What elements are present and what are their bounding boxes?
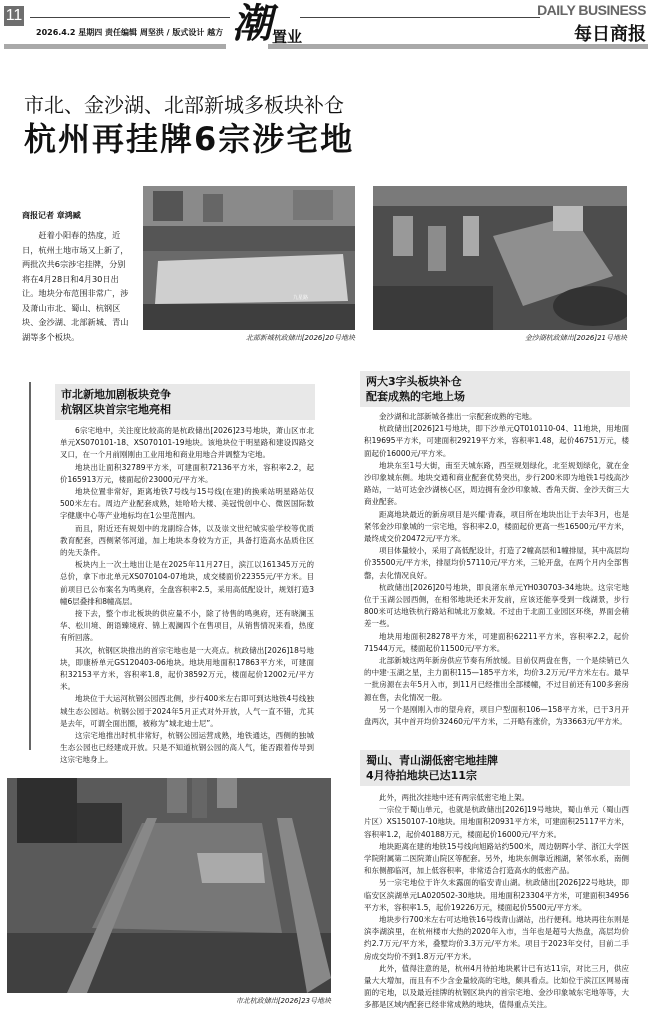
section2-heading-line2: 配套成熟的宅地上场 <box>366 390 465 403</box>
photo1-caption: 北部新城杭政储出[2026]20号地块 <box>245 334 355 342</box>
section2-heading <box>360 371 630 407</box>
paragraph: 另一个是刚刚入市的望舟府，项目户型面积106—158平方米，已于3月开盘两次，其中首开均价32460元/平方米，二开略有涨价，为33663元/平方米。 <box>364 704 629 727</box>
paragraph: 地块步行700米左右可达地铁16号线青山湖站，出行便利。地块再往东则是滨李湖滨里，在杭州楼市大热的2020年入市，当年也是超号大热盘，高层均价约2.7万元/平方米，叠墅均价3.3万元/平方米。项目于2023年交付，目前二手房成交均价不到1.8万元/平方米。 <box>364 915 629 961</box>
brand-english: DAILY BUSINESS <box>537 2 646 18</box>
section1-body <box>60 425 314 767</box>
paragraph: 杭政储出[2026]21号地块，即下沙单元QT010110-04、11地块，用地面积19695平方米，可建面积29219平方米，容积率1.48，起价46751万元，楼面起价16000元/平方米。 <box>364 424 629 458</box>
paragraph: 金沙湖和北部新城各推出一宗配套成熟的宅地。 <box>379 412 537 421</box>
lead-paragraph: 赶着小阳春的热度，近日，杭州土地市场又上新了，两批次共6宗涉宅挂牌，分别将在4月28日和4月30日出让。地块分布范围非常广，涉及萧山市北、蜀山、杭钢区块、金沙湖、北部新城、青山湖等多个板块。 <box>22 230 129 342</box>
aerial-photo-3 <box>7 778 331 993</box>
paragraph: 另一宗宅地位于许久未露面的临安青山湖。杭政储出[2026]22号地块，即临安区滨湖单元LA020502-30地块。用地面积23304平方米，可建面积34956平方米，容积率1.5，起价19226万元，楼面起价5500元/平方米。 <box>364 878 629 912</box>
paragraph: 地块位置非常好，距离地铁7号线与15号线(在建)的换乘站明星路站仅500米左右。周边产业配套成熟，娃哈哈大楼、美冠悦创中心、微医国际数字健康中心等产业地标均在1公里范围内。 <box>60 487 314 521</box>
photo-north-new-city <box>143 186 355 330</box>
section3-body <box>364 792 629 1012</box>
photo2-caption: 金沙湖杭政储出[2026]21号地块 <box>524 334 627 342</box>
paragraph: 此外，两批次挂地中还有两宗低密宅地上架。 <box>379 793 529 802</box>
article-subtitle: 市北、金沙湖、北部新城多板块补仓 <box>24 93 344 117</box>
section3-heading-line1: 蜀山、青山湖低密宅地挂牌 <box>366 754 498 767</box>
paragraph: 接下去，整个市北板块的供应量不小，除了待售的鸣奥府，还有晓澜玉华、松川境、朗语臻境府、锦上观澜四个在售项目，从销售情况来看，热度有所回落。 <box>60 609 314 643</box>
paragraph: 项目体量较小，采用了高低配设计，打造了2幢高层和1幢排屋，其中高层均价35500元/平方米，排屋均价57110元/平方米，三轮开盘，在两个月内全部售罄，去化情况良好。 <box>364 546 629 580</box>
header-rule-right <box>300 17 540 18</box>
paragraph: 这宗宅地推出时机非常好，杭钢公园运营成熟，地铁通达，西侧的独城生态公园也已经建成开放。只是不知道杭钢公园的高人气，能否跟着传导到这宗宅地身上。 <box>60 731 314 765</box>
paragraph: 地块用地面积28278平方米，可建面积62211平方米，容积率2.2，起价71544万元，楼面起价11500元/平方米。 <box>364 631 629 653</box>
photo-shibei <box>7 778 331 993</box>
section-logo: 潮 <box>232 0 272 47</box>
article-title: 杭州再挂牌6宗涉宅地 <box>24 120 355 158</box>
section2-heading-line1: 两大3字头板块补仓 <box>366 375 462 388</box>
header-rule-left <box>30 17 230 18</box>
aerial-photo-2 <box>373 186 627 330</box>
section1-heading-line2: 杭钢区块首宗宅地亮相 <box>61 403 171 416</box>
paragraph: 杭政储出[2026]20号地块，即良渚东单元YH030703-34地块。这宗宅地位于玉湖公园西侧，在相邻地块还未开发前，应该还能享受到一线湖景，步行800米可达地铁杭行路站和城北万象城。不过由于北面工业园区环绕，界面会稍差一些。 <box>364 582 629 629</box>
brand-chinese: 每日商报 <box>574 24 646 45</box>
left-column-rule <box>29 382 31 750</box>
paragraph: 距离地块最近的新房项目是兴耀·青森，项目所在地块出让于去年3月，也是紧邻金沙印象城的一宗宅地，容积率2.0，楼面起价更高一些16500元/平方米，最终成交价20472元/平方米。 <box>364 509 629 544</box>
paragraph: 一宗位于蜀山单元，也就是杭政储出[2026]19号地块，蜀山单元（蜀山西片区）XS150107-10地块。用地面积20931平方米，可建面积25117平方米，容积率1.2，起价40188万元，楼面起价16000元/平方米。 <box>364 805 629 839</box>
section-name: 置业 <box>272 28 303 46</box>
photo-jinshahu <box>373 186 627 330</box>
paragraph: 北部新城这两年新房供应节奏有所放缓。目前仅两盘在售，一个是续销已久的中建·玉湖之星，主力面积115—185平方米，均价3.2万元/平方米左右。最早一批房源在去年5月入市，到11月已经推出全部楼幢，不过目前还有100多套房源在售，去化情况一般。 <box>364 656 629 702</box>
paragraph: 板块内上一次土地出让是在2025年11月27日，滨江以161345万元的总价，拿下市北单元XS070104-07地块，成交楼面价22355元/平方米。目前项目已公布案名为鸣奥府，全盘容积率2.5，采用高低配设计，规划打造3幢6层叠排和8幢高层。 <box>60 560 314 606</box>
paragraph: 地块出让面积32789平方米，可建面积72136平方米，容积率2.2，起价165913万元，楼面起价23000元/平方米。 <box>60 462 314 484</box>
aerial-photo-1 <box>143 186 355 330</box>
paragraph: 地块位于大运河杭钢公园西北侧，步行400米左右即可到达地铁4号线独城生态公园站。杭钢公园于2024年5月正式对外开放，人气一直不错，尤其是去年，可谓全面出圈，被称为“城北迪士尼”。 <box>60 694 314 728</box>
section3-heading <box>360 750 630 786</box>
byline: 商报记者 章鸿臧 <box>22 211 81 220</box>
section1-heading <box>55 384 315 420</box>
paragraph: 此外，值得注意的是，杭州4月待拍地块累计已有达11宗，对比三月，供应量大大增加，而且有不少含金量较高的宅地，颇具看点。比如位于滨江区网易南面的宅地，以及最近挂牌的杭钢区块内的首宗宅地、金沙印象城东宅地等等，大多都是区域内配套已经非常成熟的地块，值得重点关注。 <box>364 963 629 1010</box>
paragraph: 而且，附近还有规划中的龙副综合体，以及崇文世纪城实验学校等优质教育配套，西侧紧邻河道，加上地块本身较为方正，具备打造高水品质住区的先天条件。 <box>60 523 314 558</box>
section1-heading-line1: 市北新地加剧板块竞争 <box>61 388 171 401</box>
paragraph: 其次，杭钢区块推出的首宗宅地也是一大亮点。杭政储出[2026]18号地块，即康桥单元GS120403-06地块。地块用地面积17863平方米，可建面积32153平方米，容积率1.8，起价38592万元，楼面起价12002元/平方米。 <box>60 645 314 692</box>
issue-meta: 2026.4.2 星期四 责任编辑 周坚洪 / 版式设计 越方 <box>36 28 224 37</box>
paragraph: 地块东至1号大街，南至天城东路，西至规划绿化，北至规划绿化，就在金沙印象城东侧。地块交通和商业配套优势突出，步行200米即为地铁1号线高沙路站，一站可达金沙湖核心区，周边拥有金沙印象城、香角天街、金沙天街三大商业配套。 <box>364 460 629 507</box>
road-label: 九星路 <box>293 295 309 301</box>
paragraph: 6宗宅地中，关注度比较高的是杭政储出[2026]23号地块，萧山区市北单元XS070101-18、XS070101-19地块。该地块位于明星路和建设四路交叉口，在一个月前刚刚由工业用地和商业用地合并调整为宅地。 <box>60 426 314 460</box>
photo3-caption: 市北杭政储出[2026]23号地块 <box>235 997 331 1005</box>
section3-heading-line2: 4月待拍地块已达11宗 <box>366 769 477 782</box>
section2-body <box>364 411 629 728</box>
header-bar-left <box>4 44 226 49</box>
page-number: 11 <box>5 7 23 24</box>
paragraph: 地块距离在建的地铁15号线向旭路站约500米，周边朝晖小学、浙江大学医学院附属第二医院萧山院区等配套。另外，地块东侧靠近湘湖，紧邻水系，南侧和东侧都临河，加上低容积率，非常适合打造高水的低密产品。 <box>364 841 629 876</box>
